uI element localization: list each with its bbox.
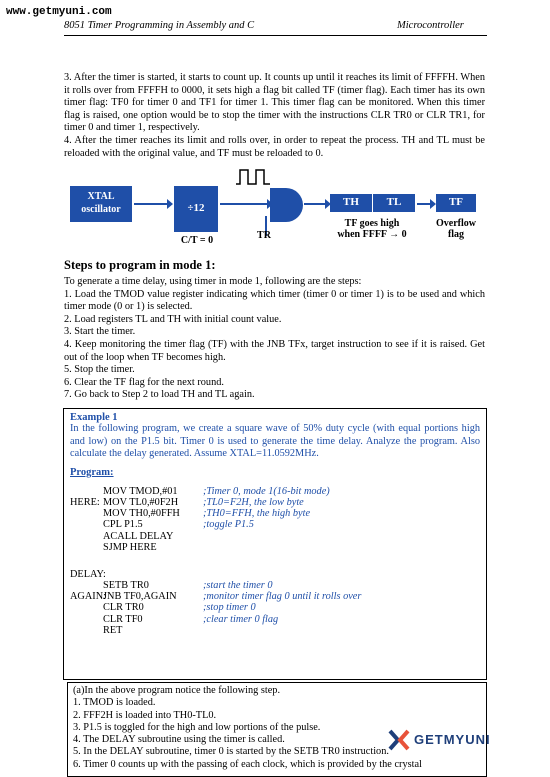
note-line: 3. P1.5 is toggled for the high and low portions of the pulse. xyxy=(73,721,321,733)
note-line: 6. Timer 0 counts up with the passing of each clock, which is provided by the crystal xyxy=(73,758,422,770)
code-line xyxy=(70,531,480,542)
xtal-label: XTAL xyxy=(87,191,115,202)
paragraph-step-3: 3. After the timer is started, it starts to count up. It counts up until it reaches its limit of FFFFH. When it rolls over from FFFFH to 0000, it sets high a flag bit called TF (timer flag). Each timer has its own timer flag: TF0 for timer 0 and TF1 for timer 1. This timer flag can be monitored. When this timer flag is raised, one option would be to stop the timer with the instructions CLR TR0 or CLR TR1, for timer 0 and timer 1, respectively. xyxy=(64,72,485,134)
arrow-xtal-to-div xyxy=(134,203,168,205)
step-item: 6. Clear the TF flag for the next round. xyxy=(64,376,224,388)
pulse-waveform-icon xyxy=(236,168,272,186)
code-comment: ;start the timer 0 xyxy=(203,580,273,592)
header-title: 8051 Timer Programming in Assembly and C xyxy=(64,20,255,31)
note-line: (a)In the above program notice the following step. xyxy=(73,685,281,696)
divide-by-12-block: ÷12 xyxy=(174,186,218,232)
steps-heading: Steps to program in mode 1: xyxy=(64,258,216,272)
code-line xyxy=(70,625,480,636)
example-description: In the following program, we create a square wave of 50% duty cycle (with equal portions high and low) on the P1.5 bit. Timer 0 is used to generate the time delay. Analyze the program. Also calculate the delay generated. Assume XTAL=11.0592MHz. xyxy=(70,423,480,460)
header-subject: Microcontroller xyxy=(397,20,464,31)
code-line xyxy=(70,486,480,497)
oscillator-label: oscillator xyxy=(81,204,121,215)
overflow-line2: flag xyxy=(447,229,465,240)
ct-label: C/T = 0 xyxy=(180,235,214,246)
code-label: HERE: xyxy=(70,496,100,508)
tr-label: TR xyxy=(257,230,271,241)
code-line xyxy=(70,580,480,591)
header-rule xyxy=(64,35,487,36)
code-comment: ;monitor timer flag 0 until it rolls over xyxy=(203,591,362,603)
code-line xyxy=(70,508,480,519)
th-register: TH xyxy=(330,194,372,212)
note-line: 2. FFF2H is loaded into TH0-TL0. xyxy=(73,709,217,721)
code-instruction: CLR TR0 xyxy=(103,602,144,614)
code-instruction: JNB TF0,AGAIN xyxy=(103,591,177,603)
steps-intro: To generate a time delay, using timer in mode 1, following are the steps: xyxy=(64,276,362,287)
step-item: 7. Go back to Step 2 to load TH and TL again. xyxy=(64,389,255,401)
arrow-gate-to-th xyxy=(304,203,326,205)
getmyuni-logo-mark-icon xyxy=(388,729,410,751)
code-block-main xyxy=(70,486,480,553)
tf-goes-high-label xyxy=(322,218,422,240)
overflow-line1: Overflow xyxy=(436,218,476,229)
timer-diagram xyxy=(64,166,488,252)
code-instruction: ACALL DELAY xyxy=(103,530,174,542)
example-box xyxy=(63,408,487,680)
code-line xyxy=(70,614,480,625)
getmyuni-logo xyxy=(386,727,491,753)
code-instruction: CLR TF0 xyxy=(103,613,143,625)
code-comment: ;stop timer 0 xyxy=(203,602,256,614)
code-instruction: MOV TH0,#0FFH xyxy=(103,508,180,520)
tf-goes-high-line2: when FFFF → 0 xyxy=(337,229,407,240)
code-instruction: MOV TL0,#0F2H xyxy=(103,496,179,508)
code-line xyxy=(70,602,480,613)
site-url: www.getmyuni.com xyxy=(6,6,112,18)
paragraph-step-4: 4. After the timer reaches its limit and rolls over, in order to repeat the process. TH and TL must be reloaded with the original value, and TF must be reloaded to 0. xyxy=(64,135,485,159)
note-line: 5. In the DELAY subroutine, timer 0 is started by the SETB TR0 instruction. xyxy=(73,746,389,758)
example-title: Example 1 xyxy=(70,412,118,423)
code-line xyxy=(70,542,480,553)
note-line: 4. The DELAY subroutine using the timer is called. xyxy=(73,734,285,746)
code-comment: ;TL0=F2H, the low byte xyxy=(203,496,304,508)
step-item: 3. Start the timer. xyxy=(64,326,136,338)
code-comment: ;TH0=FFH, the high byte xyxy=(203,508,311,520)
step-item: 4. Keep monitoring the timer flag (TF) with the JNB TFx, target instruction to see if it is raised. Get out of the loop when TF becomes high. xyxy=(64,338,485,363)
code-comment: ;toggle P1.5 xyxy=(203,519,254,531)
tf-flag-block: TF xyxy=(436,194,476,212)
code-label: AGAIN: xyxy=(70,591,107,603)
code-line xyxy=(70,519,480,530)
code-line xyxy=(70,569,480,580)
code-instruction: RET xyxy=(103,624,123,636)
code-comment: ;Timer 0, mode 1(16-bit mode) xyxy=(203,485,330,497)
code-instruction: SETB TR0 xyxy=(103,580,149,592)
arrow-div-to-gate xyxy=(220,203,268,205)
code-comment: ;clear timer 0 flag xyxy=(203,613,279,625)
code-line xyxy=(70,591,480,602)
code-instruction: CPL P1.5 xyxy=(103,519,143,531)
and-gate-icon xyxy=(270,188,304,222)
getmyuni-logo-text: GETMYUNI xyxy=(414,732,491,747)
step-item: 1. Load the TMOD value register indicating which timer (timer 0 or timer 1) is to be used and which timer mode (0 or 1) is selected. xyxy=(64,288,485,313)
overflow-flag-label xyxy=(424,218,488,240)
code-instruction: SJMP HERE xyxy=(103,541,157,553)
xtal-oscillator-block xyxy=(70,186,132,222)
delay-label: DELAY: xyxy=(70,568,106,580)
step-item: 2. Load registers TL and TH with initial count value. xyxy=(64,313,282,325)
tf-goes-high-line1: TF goes high xyxy=(344,218,400,229)
step-item: 5. Stop the timer. xyxy=(64,364,135,376)
steps-list xyxy=(64,276,485,402)
arrow-tl-to-tf xyxy=(417,203,431,205)
code-instruction: MOV TMOD,#01 xyxy=(103,485,178,497)
program-heading: Program: xyxy=(70,466,114,478)
code-block-delay xyxy=(70,569,480,636)
tl-register: TL xyxy=(373,194,415,212)
note-line: 1. TMOD is loaded. xyxy=(73,697,156,709)
code-line xyxy=(70,497,480,508)
